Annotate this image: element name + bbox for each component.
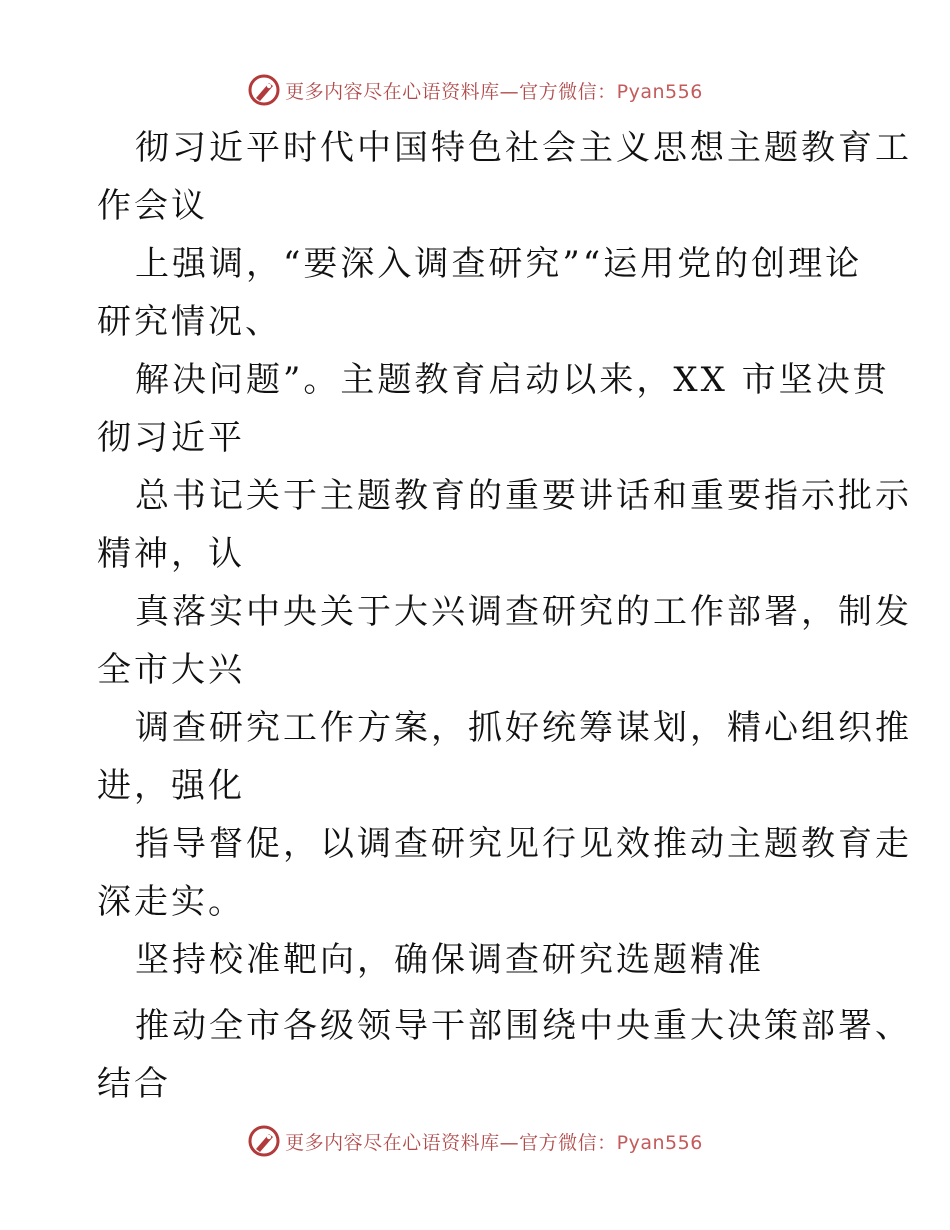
paragraph-line: 上强调，“要深入调查研究”“运用党的创理论 <box>135 244 863 284</box>
watermark-account: Pyan556 <box>616 80 703 103</box>
paragraph-line: 进，强化 <box>97 766 245 806</box>
paragraph-line: 全市大兴 <box>97 650 245 690</box>
paragraph-line: 结合 <box>97 1064 171 1104</box>
paragraph-line: 彻习近平时代中国特色社会主义思想主题教育工 <box>135 128 912 168</box>
section-heading-line: 坚持校准靶向，确保调查研究选题精准 <box>135 940 764 980</box>
paragraph-line: 真落实中央关于大兴调查研究的工作部署，制发 <box>135 592 912 632</box>
pen-nib-logo-icon <box>247 73 281 107</box>
paragraph-line: 解决问题”。主题教育启动以来，XX 市坚决贯 <box>135 360 890 400</box>
watermark-bottom <box>0 1121 950 1161</box>
paragraph-line: 深走实。 <box>97 882 245 922</box>
watermark-top <box>0 70 950 110</box>
paragraph-line: 作会议 <box>97 186 208 226</box>
watermark-text: 更多内容尽在心语资料库—官方微信：Pyan556 <box>285 1131 703 1154</box>
paragraph-line: 精神，认 <box>97 534 245 574</box>
watermark-text: 更多内容尽在心语资料库—官方微信：Pyan556 <box>285 80 703 103</box>
watermark-account: Pyan556 <box>616 1131 703 1154</box>
paragraph-line: 推动全市各级领导干部围绕中央重大决策部署、 <box>135 1006 912 1046</box>
paragraph-line: 指导督促，以调查研究见行见效推动主题教育走 <box>135 824 912 864</box>
paragraph-line: 研究情况、 <box>97 302 282 342</box>
pen-nib-logo-icon <box>247 1124 281 1158</box>
paragraph-line: 彻习近平 <box>97 418 245 458</box>
paragraph-line: 总书记关于主题教育的重要讲话和重要指示批示 <box>135 476 912 516</box>
paragraph-line: 调查研究工作方案，抓好统筹谋划，精心组织推 <box>135 708 912 748</box>
